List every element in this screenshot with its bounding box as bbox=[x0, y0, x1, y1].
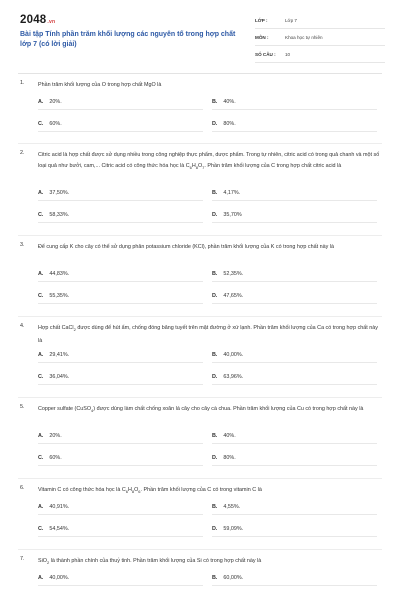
option-letter: A. bbox=[38, 433, 44, 439]
option-underline bbox=[38, 585, 203, 586]
answer-option-c[interactable] bbox=[38, 526, 69, 532]
option-value: 37,50%. bbox=[49, 190, 70, 196]
option-letter: A. bbox=[38, 99, 44, 105]
option-letter: D. bbox=[212, 121, 218, 127]
option-underline bbox=[38, 281, 203, 282]
answer-option-c[interactable] bbox=[38, 374, 69, 380]
option-underline bbox=[38, 131, 203, 132]
answer-option-c[interactable] bbox=[38, 455, 62, 461]
logo-text: 2048 bbox=[20, 14, 47, 26]
question-text: Vitamin C có công thức hóa học là $C_6H_8O_6$. Phần trăm khối lượng của C có trong vitamin C là bbox=[38, 487, 262, 495]
question-divider bbox=[18, 235, 382, 236]
option-value: 80%. bbox=[223, 455, 236, 461]
question-number: 5. bbox=[20, 404, 25, 410]
option-underline bbox=[212, 281, 377, 282]
meta-row-grade bbox=[255, 16, 385, 29]
option-value: 20%. bbox=[49, 99, 62, 105]
answer-option-b[interactable] bbox=[212, 433, 236, 439]
answer-option-b[interactable] bbox=[212, 504, 240, 510]
option-underline bbox=[38, 443, 203, 444]
option-value: 40,00%. bbox=[223, 352, 244, 358]
option-underline bbox=[38, 200, 203, 201]
option-letter: C. bbox=[38, 455, 44, 461]
option-underline bbox=[212, 303, 377, 304]
option-value: 4,17%. bbox=[223, 190, 241, 196]
meta-value: Khoa học tự nhiên bbox=[285, 35, 323, 40]
option-value: 40%. bbox=[223, 99, 236, 105]
answer-option-c[interactable] bbox=[38, 121, 62, 127]
option-value: 40,00%. bbox=[49, 575, 70, 581]
option-value: 20%. bbox=[49, 433, 62, 439]
option-underline bbox=[212, 384, 377, 385]
meta-label: MÔN : bbox=[255, 35, 269, 40]
question-divider bbox=[18, 316, 382, 317]
answer-option-b[interactable] bbox=[212, 99, 236, 105]
answer-option-a[interactable] bbox=[38, 271, 69, 277]
option-value: 40%. bbox=[223, 433, 236, 439]
option-letter: D. bbox=[212, 455, 218, 461]
question-divider bbox=[18, 478, 382, 479]
option-underline bbox=[212, 362, 377, 363]
answer-option-d[interactable] bbox=[212, 374, 243, 380]
option-letter: C. bbox=[38, 212, 44, 218]
question-text: Để cung cấp K cho cây có thể sử dụng phân potassium chloride (KCl), phần trăm khối lượng của K có trong hợp chất này là bbox=[38, 244, 334, 250]
option-letter: B. bbox=[212, 352, 218, 358]
option-underline bbox=[212, 200, 377, 201]
question-text: Phần trăm khối lượng của O trong hợp chất MgO là bbox=[38, 82, 162, 88]
option-letter: C. bbox=[38, 121, 44, 127]
option-value: 63,96%. bbox=[223, 374, 244, 380]
option-underline bbox=[38, 514, 203, 515]
site-logo[interactable] bbox=[20, 14, 55, 26]
option-value: 60,00%. bbox=[223, 575, 244, 581]
answer-option-c[interactable] bbox=[38, 212, 69, 218]
header-divider bbox=[18, 73, 382, 74]
option-value: 80%. bbox=[223, 121, 236, 127]
option-letter: C. bbox=[38, 293, 44, 299]
meta-panel bbox=[255, 16, 385, 67]
question-divider bbox=[18, 397, 382, 398]
option-letter: A. bbox=[38, 352, 44, 358]
option-value: 58,33%. bbox=[49, 212, 70, 218]
option-value: 44,83%. bbox=[49, 271, 70, 277]
answer-option-a[interactable] bbox=[38, 190, 69, 196]
question-number: 6. bbox=[20, 485, 25, 491]
option-letter: B. bbox=[212, 271, 218, 277]
answer-option-a[interactable] bbox=[38, 352, 69, 358]
meta-label: LỚP : bbox=[255, 18, 268, 23]
option-letter: B. bbox=[212, 99, 218, 105]
option-letter: B. bbox=[212, 190, 218, 196]
option-value: 60%. bbox=[49, 121, 62, 127]
option-letter: D. bbox=[212, 526, 218, 532]
option-underline bbox=[38, 109, 203, 110]
option-value: 29,41%. bbox=[49, 352, 70, 358]
answer-option-b[interactable] bbox=[212, 271, 243, 277]
question-divider bbox=[18, 143, 382, 144]
answer-option-a[interactable] bbox=[38, 99, 62, 105]
option-letter: A. bbox=[38, 271, 44, 277]
answer-option-a[interactable] bbox=[38, 504, 69, 510]
meta-value: 10 bbox=[285, 52, 291, 57]
meta-row-count bbox=[255, 50, 385, 63]
option-value: 36,04%. bbox=[49, 374, 70, 380]
question-divider bbox=[18, 549, 382, 550]
option-value: 54,54%. bbox=[49, 526, 70, 532]
option-letter: A. bbox=[38, 190, 44, 196]
option-underline bbox=[212, 222, 377, 223]
option-letter: C. bbox=[38, 526, 44, 532]
option-underline bbox=[212, 443, 377, 444]
option-underline bbox=[38, 384, 203, 385]
question-number: 1. bbox=[20, 80, 25, 86]
option-value: 52,35%. bbox=[223, 271, 244, 277]
question-number: 7. bbox=[20, 556, 25, 562]
option-letter: B. bbox=[212, 504, 218, 510]
question-text: Copper sulfate (CuSO$_4$) được dùng làm chất chống xoăn lá cây cho cây cà chua. Phần trăm khối lượng của Cu có trong hợp chất này là bbox=[38, 406, 364, 414]
option-letter: A. bbox=[38, 575, 44, 581]
question-number: 2. bbox=[20, 150, 25, 156]
answer-option-d[interactable] bbox=[212, 526, 243, 532]
option-value: 55,35%. bbox=[49, 293, 70, 299]
option-underline bbox=[38, 303, 203, 304]
answer-option-a[interactable] bbox=[38, 575, 69, 581]
document-title: Bài tập Tính phần trăm khối lượng các nguyên tố trong hợp chất lớp 7 (có lời giải) bbox=[20, 31, 236, 48]
option-underline bbox=[212, 109, 377, 110]
answer-option-a[interactable] bbox=[38, 433, 62, 439]
option-letter: D. bbox=[212, 293, 218, 299]
question-number: 3. bbox=[20, 242, 25, 248]
question-text: SiO$_2$ là thành phần chính của thuỷ tinh. Phần trăm khối lượng của Si có trong hợp chất này là bbox=[38, 558, 262, 566]
option-underline bbox=[212, 585, 377, 586]
question-number: 4. bbox=[20, 323, 25, 329]
document-header bbox=[0, 0, 400, 70]
option-letter: C. bbox=[38, 374, 44, 380]
meta-value: Lớp 7 bbox=[285, 18, 297, 23]
option-letter: B. bbox=[212, 575, 218, 581]
option-underline bbox=[212, 514, 377, 515]
option-letter: D. bbox=[212, 212, 218, 218]
answer-option-b[interactable] bbox=[212, 575, 243, 581]
option-underline bbox=[212, 131, 377, 132]
option-value: 40,91%. bbox=[49, 504, 70, 510]
option-underline bbox=[212, 536, 377, 537]
option-underline bbox=[38, 362, 203, 363]
answer-option-d[interactable] bbox=[212, 293, 243, 299]
option-underline bbox=[38, 222, 203, 223]
option-value: 59,09%. bbox=[223, 526, 244, 532]
option-value: 35,70% bbox=[223, 212, 242, 218]
option-underline bbox=[212, 465, 377, 466]
answer-option-b[interactable] bbox=[212, 190, 240, 196]
answer-option-d[interactable] bbox=[212, 121, 236, 127]
option-letter: D. bbox=[212, 374, 218, 380]
option-letter: A. bbox=[38, 504, 44, 510]
option-value: 60%. bbox=[49, 455, 62, 461]
meta-label: SỐ CÂU : bbox=[255, 52, 276, 57]
answer-option-c[interactable] bbox=[38, 293, 69, 299]
option-value: 4,55%. bbox=[223, 504, 241, 510]
answer-option-b[interactable] bbox=[212, 352, 243, 358]
meta-row-subject bbox=[255, 33, 385, 46]
option-underline bbox=[38, 536, 203, 537]
option-value: 47,65%. bbox=[223, 293, 244, 299]
answer-option-d[interactable] bbox=[212, 212, 242, 218]
option-underline bbox=[38, 465, 203, 466]
answer-option-d[interactable] bbox=[212, 455, 236, 461]
question-text: Hợp chất CaCl$_2$ được dùng để hút ẩm, chống đóng băng tuyết trên mặt đường ở xứ lạnh. Phần trăm khối lượng của Ca có trong hợp chất này là bbox=[38, 325, 378, 344]
logo-suffix: .vn bbox=[47, 19, 56, 25]
question-text: Citric acid là hợp chất được sử dụng nhiều trong công nghiệp thực phẩm, dược phẩm. Trong tự nhiên, citric acid có trong quả chanh và một số loại quả như bưởi, cam,... Citric acid có công thức hóa học là $C_6H_8O_7$. Phần trăm khối lượng của C trong hợp chất citric acid là bbox=[38, 152, 380, 170]
option-letter: B. bbox=[212, 433, 218, 439]
